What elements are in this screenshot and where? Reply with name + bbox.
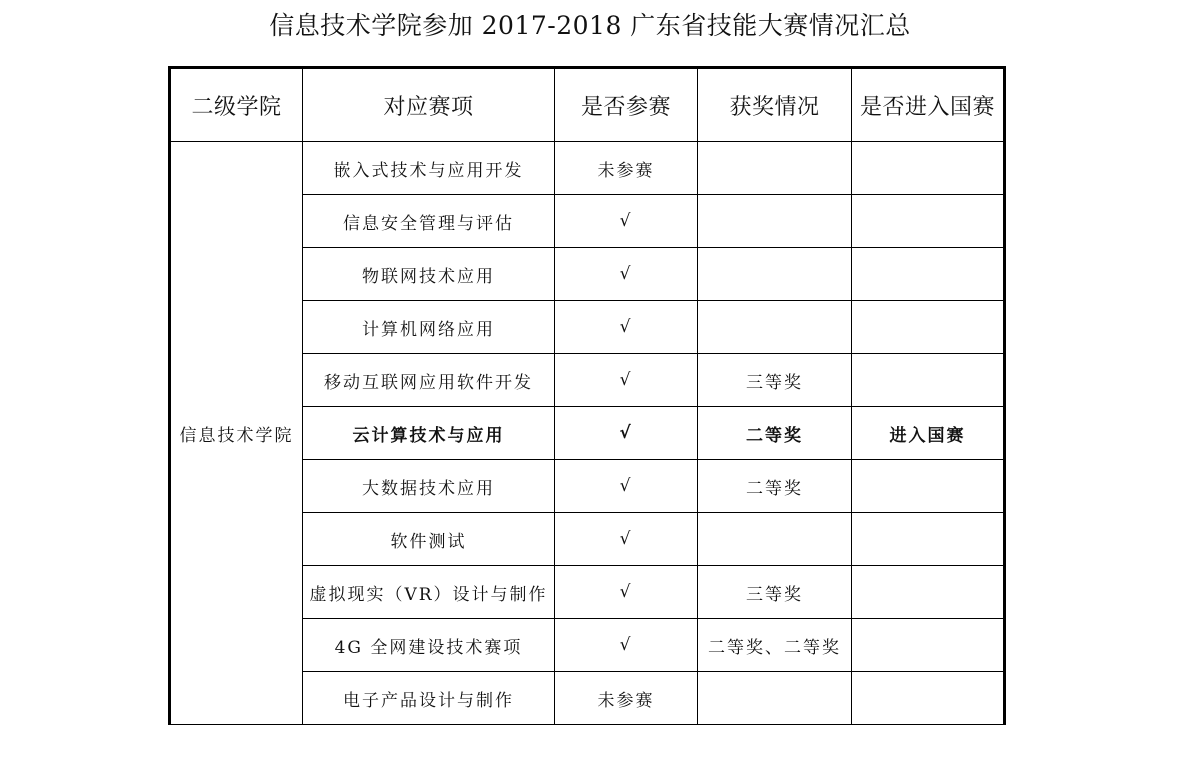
- national-cell: [852, 566, 1005, 619]
- event-cell: 计算机网络应用: [303, 301, 555, 354]
- award-cell: 三等奖: [698, 354, 852, 407]
- participated-cell: √: [555, 195, 698, 248]
- event-cell: 信息安全管理与评估: [303, 195, 555, 248]
- national-cell: [852, 619, 1005, 672]
- participated-cell: √: [555, 407, 698, 460]
- event-cell: 大数据技术应用: [303, 460, 555, 513]
- event-cell: 嵌入式技术与应用开发: [303, 142, 555, 195]
- award-cell: 三等奖: [698, 566, 852, 619]
- national-cell: [852, 142, 1005, 195]
- national-cell: [852, 248, 1005, 301]
- event-cell: 虚拟现实（VR）设计与制作: [303, 566, 555, 619]
- award-cell: [698, 142, 852, 195]
- award-cell: [698, 301, 852, 354]
- event-cell: 电子产品设计与制作: [303, 672, 555, 725]
- event-cell: 物联网技术应用: [303, 248, 555, 301]
- college-cell: 信息技术学院: [170, 142, 303, 725]
- national-cell: [852, 513, 1005, 566]
- header-event: 对应赛项: [303, 68, 555, 142]
- document-title: 信息技术学院参加 2017-2018 广东省技能大赛情况汇总: [269, 11, 911, 40]
- header-row: [170, 68, 1005, 142]
- header-participated: 是否参赛: [555, 68, 698, 142]
- event-cell: 4G 全网建设技术赛项: [303, 619, 555, 672]
- award-cell: [698, 248, 852, 301]
- participated-cell: √: [555, 301, 698, 354]
- national-cell: 进入国赛: [852, 407, 1005, 460]
- participated-cell: 未参赛: [555, 142, 698, 195]
- national-cell: [852, 301, 1005, 354]
- award-cell: [698, 672, 852, 725]
- event-cell: 软件测试: [303, 513, 555, 566]
- award-cell: [698, 513, 852, 566]
- event-cell: 云计算技术与应用: [303, 407, 555, 460]
- participated-cell: √: [555, 619, 698, 672]
- award-cell: 二等奖、二等奖: [698, 619, 852, 672]
- participated-cell: 未参赛: [555, 672, 698, 725]
- header-national: 是否进入国赛: [852, 68, 1005, 142]
- award-cell: [698, 195, 852, 248]
- participated-cell: √: [555, 566, 698, 619]
- national-cell: [852, 354, 1005, 407]
- award-cell: 二等奖: [698, 407, 852, 460]
- header-college: 二级学院: [170, 68, 303, 142]
- participated-cell: √: [555, 248, 698, 301]
- participated-cell: √: [555, 460, 698, 513]
- event-cell: 移动互联网应用软件开发: [303, 354, 555, 407]
- national-cell: [852, 672, 1005, 725]
- award-cell: 二等奖: [698, 460, 852, 513]
- participated-cell: √: [555, 513, 698, 566]
- national-cell: [852, 460, 1005, 513]
- national-cell: [852, 195, 1005, 248]
- competition-summary-table: [168, 66, 1006, 725]
- participated-cell: √: [555, 354, 698, 407]
- header-award: 获奖情况: [698, 68, 852, 142]
- table-row: [170, 142, 1005, 195]
